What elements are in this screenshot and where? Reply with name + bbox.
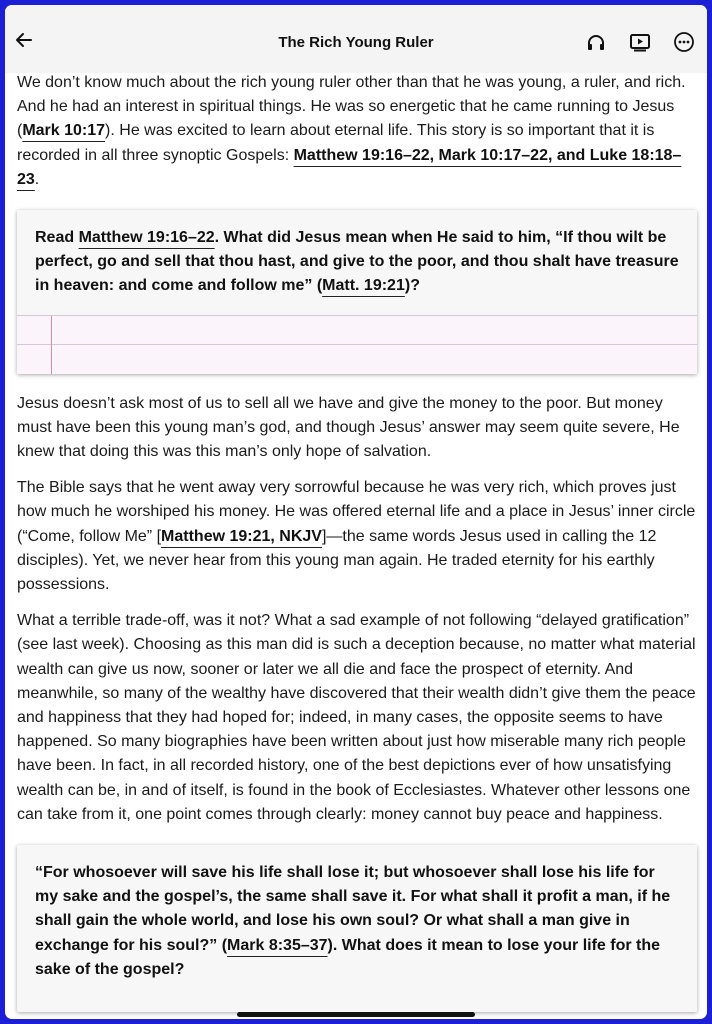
text: . [34, 170, 40, 188]
paragraph: Jesus doesn’t ask most of us to sell all we have and give the money to the poor. But money must have been this young man’s god, and though Jesus’ answer may seem quite severe, He knew that doing this was this man’s only hope of salvation. [17, 394, 680, 461]
text: ). He was excited to learn about eternal life. This story is so important that it is recorded in all three synoptic Gospels: [17, 122, 655, 164]
text: ]—the same words Jesus used in calling the 12 disciples). Yet, we never hear from this young man again. He traded eternity for his earthly possessions. [17, 527, 657, 594]
scripture-link[interactable]: Matthew 19:16–22, Mark 10:17–22, and Luke 18:18–23 [17, 146, 682, 188]
text: We don’t know much about the rich young ruler other than that he was young, a ruler, and rich. And he had an interest in spiritual things. He was so energetic that he came running to Jesus ( [17, 74, 686, 140]
margin-line [51, 316, 52, 374]
top-bar [5, 5, 707, 73]
text: )? [404, 277, 420, 295]
text: ). What does it mean to lose your life for the sake of the gospel? [35, 936, 661, 978]
page-title: The Rich Young Ruler [278, 34, 434, 51]
headphones-icon[interactable] [585, 31, 607, 53]
screen [5, 5, 707, 1019]
video-play-icon[interactable] [629, 31, 651, 53]
lesson-content [17, 71, 697, 1012]
paragraph: What a terrible trade-off, was it not? What a sad example of not following “delayed gratification” (see last week). Choosing as this man did is such a deception because, no matter what material wealth can give us now, sooner or later we all die and face the prospect of eternity. And meanwhile, so many of the wealthy have discovered that their wealth didn’t give them the peace and happiness that they had hoped for; indeed, in many cases, the opposite seems to have happened. So many biographies have been written about just how miserable many rich people have been. In fact, in all recorded history, one of the best depictions ever of how unsatisfying wealth can be, in and of itself, is found in the book of Ecclesiastes. Whatever other lessons one can take from it, one point comes through clearly: money cannot buy peace and happiness. [17, 612, 696, 823]
ruled-line [17, 344, 697, 345]
scripture-link[interactable]: Matthew 19:16–22 [78, 229, 215, 247]
more-options-icon[interactable] [673, 31, 695, 53]
text: . What did Jesus mean when He said to him, “If thou wilt be perfect, go and sell that thou hast, and give to the poor, and thou shalt have treasure in heaven: and come and follow me” ( [35, 229, 679, 295]
paragraph-intro [17, 71, 697, 192]
home-indicator[interactable] [237, 1012, 475, 1017]
scripture-link[interactable]: Mark 8:35–37 [227, 936, 328, 954]
scripture-link[interactable]: Mark 10:17 [22, 122, 106, 140]
answer-field[interactable] [17, 315, 697, 374]
text: Read [35, 229, 79, 247]
question-box [17, 210, 697, 374]
question-box [17, 845, 697, 1012]
text: The Bible says that he went away very sorrowful because he was very rich, which proves just how much he worshiped his money. He was offered eternal life and a place in Jesus’ inner circle (“Come, follow Me” [ [17, 479, 696, 545]
scripture-link[interactable]: Matt. 19:21 [322, 277, 405, 295]
scripture-link[interactable]: Matthew 19:21, NKJV [161, 527, 322, 545]
text: “For whosoever will save his life shall lose it; but whosoever shall lose his life for my sake and the gospel’s, the same shall save it. For what shall it profit a man, if he shall gain the whole world, and lose his own soul? Or what shall a man give in exchange for his soul?” ( [35, 864, 671, 954]
paragraph [17, 476, 697, 597]
question-text [17, 210, 697, 315]
